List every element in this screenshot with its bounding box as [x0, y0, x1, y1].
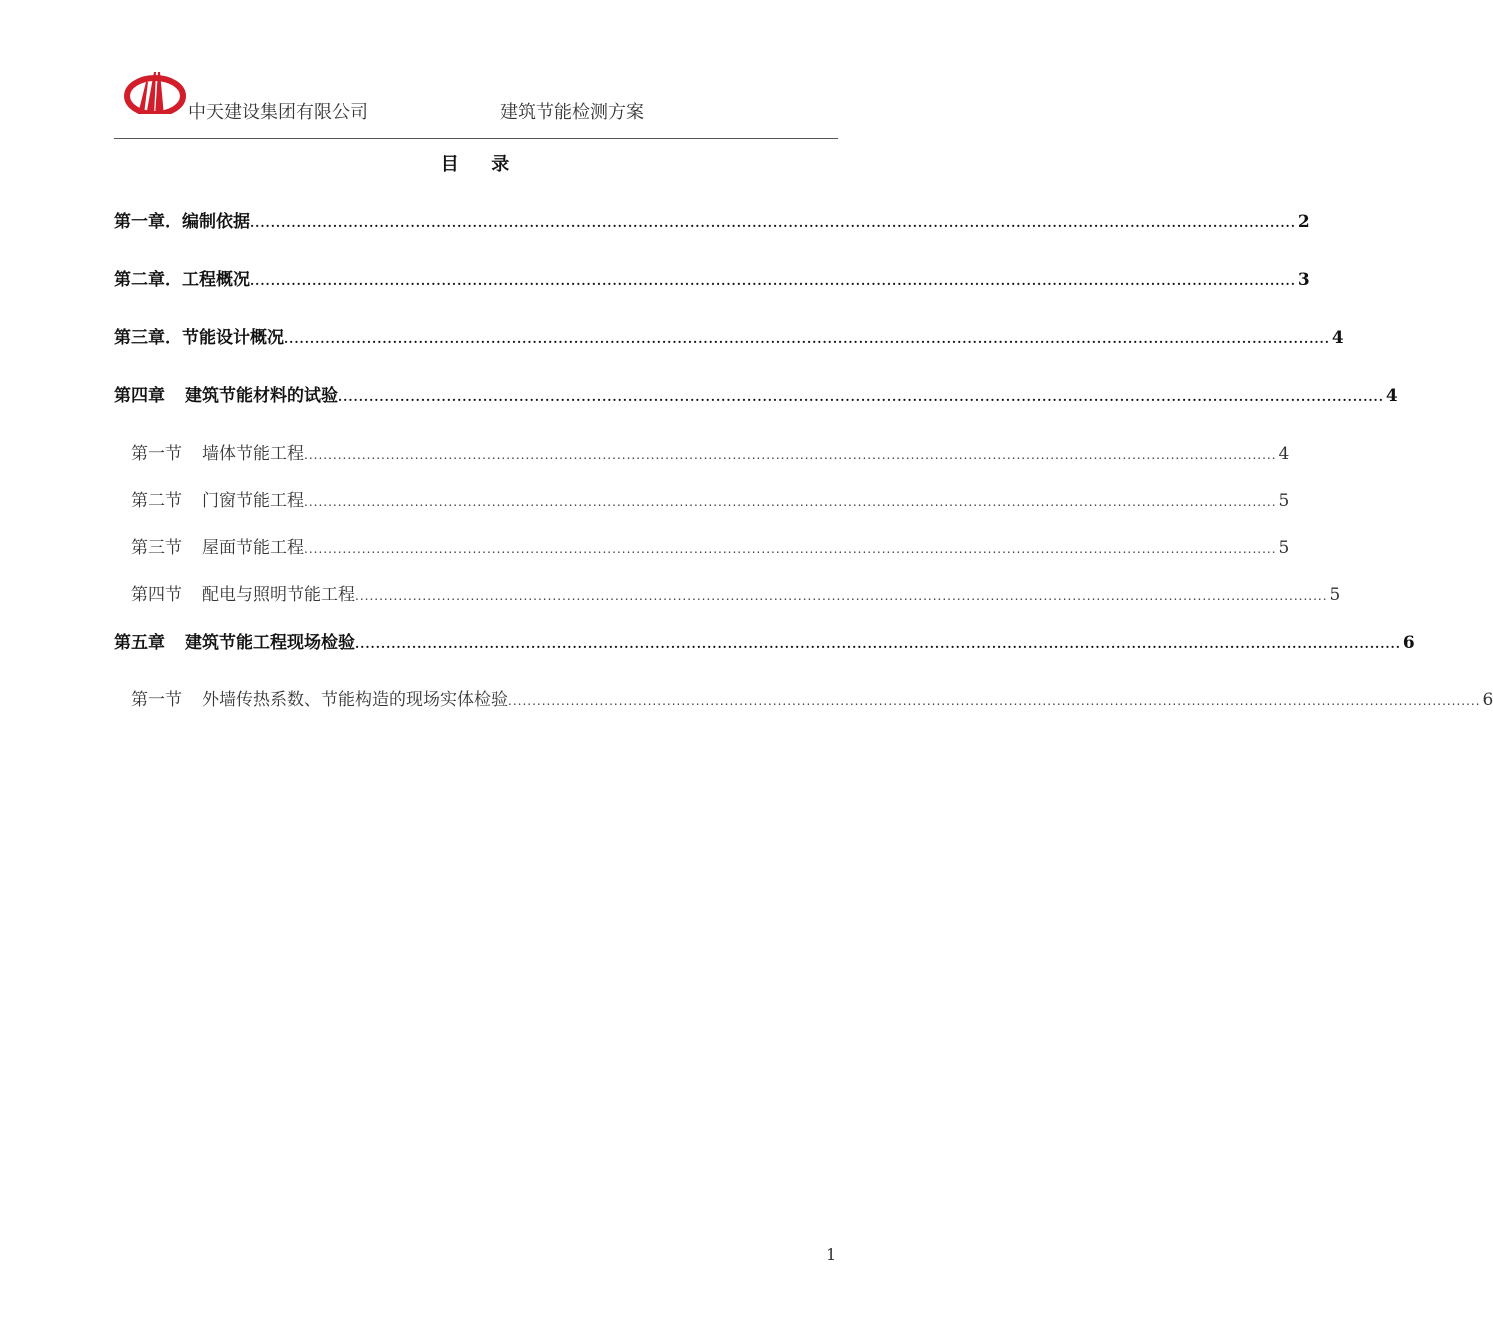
toc-entry-page: 3: [1297, 270, 1310, 290]
toc-leader-dots: ..........................................................................................................................................................................................................: [250, 216, 1296, 230]
toc-entry-title: 门窗节能工程: [202, 491, 304, 511]
toc-entry-number: 第一章．: [114, 212, 182, 232]
toc-leader-dots: ..........................................................................................................................................................................................................: [338, 390, 1384, 404]
document-title: 建筑节能检测方案: [500, 102, 644, 123]
toc-entry-section-4-2[interactable]: [131, 486, 1290, 511]
toc-heading-left: 目: [440, 154, 459, 175]
toc-leader-dots: ..........................................................................................................................................................................................................: [355, 637, 1401, 651]
toc-heading-right: 录: [491, 154, 510, 175]
toc-leader-dots: ..........................................................................................................................................................................................................: [250, 274, 1296, 288]
toc-entry-number: 第三章．: [114, 328, 182, 348]
toc-entry-section-4-3[interactable]: [131, 533, 1290, 558]
company-name: 中天建设集团有限公司: [188, 102, 368, 123]
toc-entry-number: 第二节: [131, 491, 182, 511]
toc-entry-page: 5: [1329, 585, 1341, 605]
toc-entry-chapter-5[interactable]: [114, 628, 1415, 653]
zhongtian-logo-icon: [124, 68, 186, 120]
toc-entry-page: 6: [1482, 690, 1493, 710]
toc-entry-title: 配电与照明节能工程: [202, 585, 355, 605]
toc-leader-dots: ..........................................................................................................................................................................................................: [284, 332, 1330, 346]
toc-entry-page: 5: [1278, 491, 1290, 511]
toc-entry-title: 节能设计概况: [182, 328, 284, 348]
toc-entry-page: 4: [1385, 386, 1398, 406]
toc-entry-page: 2: [1297, 212, 1310, 232]
toc-heading: [0, 150, 950, 176]
toc-entry-title: 外墙传热系数、节能构造的现场实体检验: [202, 690, 508, 710]
toc-entry-page: 4: [1331, 328, 1344, 348]
toc-entry-chapter-1[interactable]: [114, 207, 1310, 232]
toc-entry-number: 第五章: [114, 633, 165, 653]
toc-entry-page: 6: [1402, 633, 1415, 653]
toc-entry-title: 墙体节能工程: [202, 444, 304, 464]
toc-leader-dots: ..........................................................................................................................................................................................................: [304, 542, 1277, 556]
toc-entry-chapter-3[interactable]: [114, 323, 1344, 348]
toc-entry-title: 建筑节能工程现场检验: [185, 633, 355, 653]
toc-leader-dots: ..........................................................................................................................................................................................................: [304, 495, 1277, 509]
toc-entry-chapter-2[interactable]: [114, 265, 1310, 290]
toc-leader-dots: ..........................................................................................................................................................................................................: [304, 448, 1277, 462]
toc-entry-number: 第二章．: [114, 270, 182, 290]
toc-entry-number: 第一节: [131, 444, 182, 464]
toc-entry-number: 第三节: [131, 538, 182, 558]
toc-entry-number: 第四节: [131, 585, 182, 605]
toc-entry-number: 第一节: [131, 690, 182, 710]
page-header: [114, 66, 838, 139]
toc-entry-chapter-4[interactable]: [114, 381, 1398, 406]
toc-entry-section-4-1[interactable]: [131, 439, 1290, 464]
toc-entry-page: 4: [1278, 444, 1290, 464]
toc-entry-number: 第四章: [114, 386, 165, 406]
toc-entry-title: 屋面节能工程: [202, 538, 304, 558]
toc-leader-dots: ..........................................................................................................................................................................................................: [508, 694, 1481, 708]
page-number: 1: [826, 1245, 837, 1264]
toc-leader-dots: ..........................................................................................................................................................................................................: [355, 589, 1328, 603]
toc-entry-title: 建筑节能材料的试验: [185, 386, 338, 406]
toc-entry-title: 工程概况: [182, 270, 250, 290]
toc-entry-title: 编制依据: [182, 212, 250, 232]
toc-entry-section-5-1[interactable]: [131, 685, 1493, 710]
toc-entry-page: 5: [1278, 538, 1290, 558]
toc-entry-section-4-4[interactable]: [131, 580, 1341, 605]
